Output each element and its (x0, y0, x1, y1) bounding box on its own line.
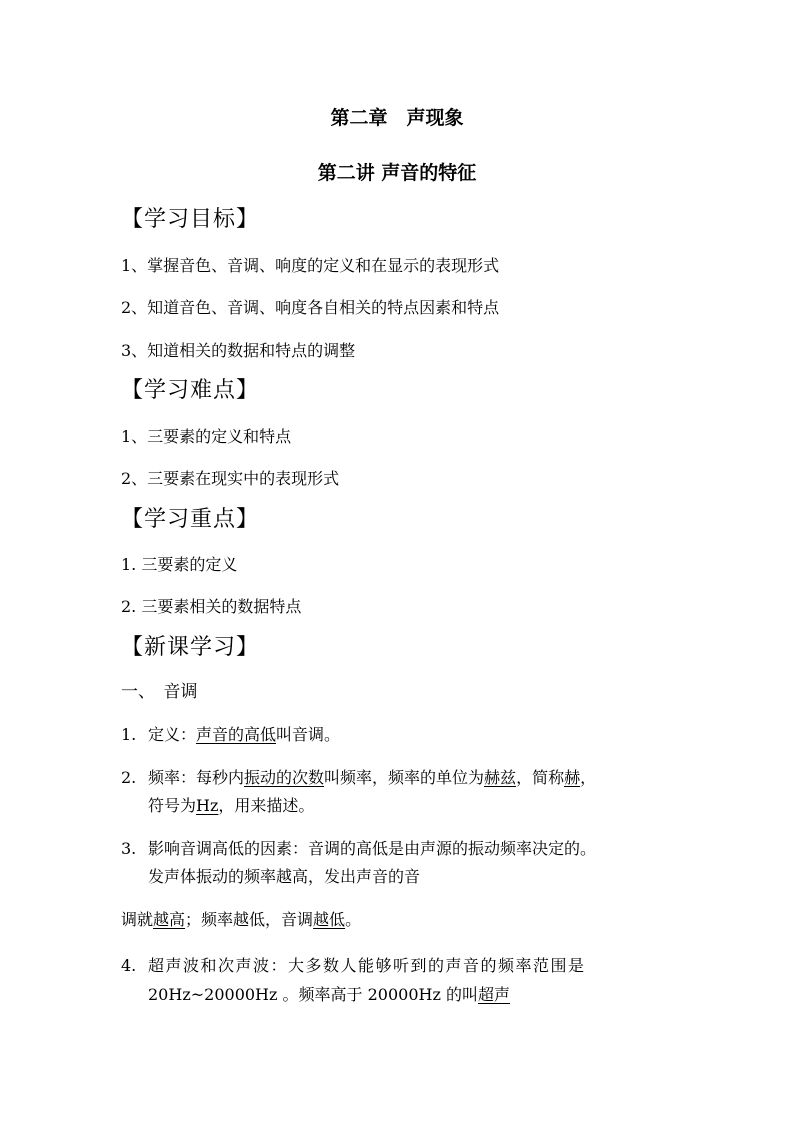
section-heading-new-lesson: 【新课学习】 (121, 635, 260, 660)
paragraph-definition: 1. 定义：声音的高低叫音调。 (121, 725, 341, 744)
subheading-pitch: 一、 音调 (121, 682, 198, 702)
list-number: 2. (121, 768, 137, 787)
chapter-title: 第二章 声现象 (330, 107, 464, 129)
list-number: 3. (121, 839, 137, 858)
paragraph-ultrasound-line-1: 4. 超声波和次声波：大多数人能够听到的声音的频率范围是 (121, 956, 586, 975)
underlined-answer: 声音的高低 (196, 725, 277, 744)
underlined-answer: 赫兹 (484, 768, 517, 787)
section-heading-objectives: 【学习目标】 (121, 207, 260, 232)
paragraph-factors-line-2: 发声体振动的频率越高，发出声音的音 (148, 867, 421, 886)
key-point-item-2: 2. 三要素相关的数据特点 (121, 597, 302, 616)
difficulty-item-2: 2、三要素在现实中的表现形式 (121, 469, 340, 488)
underlined-answer: 越低 (313, 910, 346, 929)
objective-item-1: 1、掌握音色、音调、响度的定义和在显示的表现形式 (121, 256, 500, 275)
objective-item-3: 3、知道相关的数据和特点的调整 (121, 341, 356, 360)
difficulty-item-1: 1、三要素的定义和特点 (121, 427, 292, 446)
section-heading-difficulties: 【学习难点】 (121, 378, 260, 403)
list-number: 4. (121, 956, 137, 975)
section-heading-key-points: 【学习重点】 (121, 507, 260, 532)
underlined-answer: 振动的次数 (244, 768, 325, 787)
paragraph-frequency-line-1: 2. 频率：每秒内振动的次数叫频率，频率的单位为赫兹，简称赫， (121, 768, 597, 787)
underlined-answer: 赫 (564, 768, 581, 787)
paragraph-frequency-line-2: 符号为Hz，用来描述。 (148, 796, 315, 815)
list-number: 1. (121, 725, 137, 744)
underlined-answer: 越高 (153, 910, 186, 929)
key-point-item-1: 1. 三要素的定义 (121, 555, 238, 574)
paragraph-ultrasound-line-2: 20Hz~20000Hz 。频率高于 20000Hz 的叫超声 (148, 985, 510, 1004)
paragraph-factors-line-1: 3. 影响音调高低的因素：音调的高低是由声源的振动频率决定的。 (121, 839, 597, 858)
paragraph-factors-line-3: 调就越高；频率越低，音调越低。 (121, 910, 362, 929)
underlined-answer: Hz (196, 796, 219, 815)
lesson-title: 第二讲 声音的特征 (317, 162, 477, 184)
objective-item-2: 2、知道音色、音调、响度各自相关的特点因素和特点 (121, 298, 500, 317)
underlined-answer: 超声 (477, 985, 510, 1004)
